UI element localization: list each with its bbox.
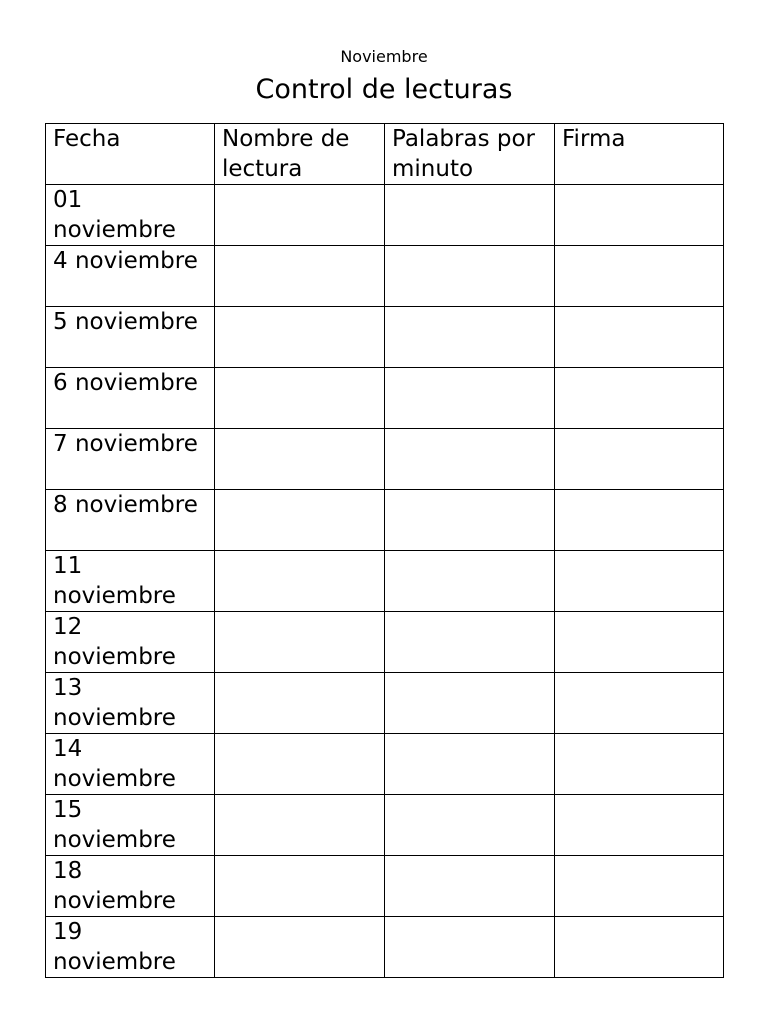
date-cell: 13 noviembre — [46, 673, 215, 734]
signature-cell[interactable] — [555, 795, 724, 856]
table-row — [46, 246, 724, 307]
reading-name-cell[interactable] — [215, 307, 385, 368]
table-row — [46, 917, 724, 978]
words-per-minute-cell[interactable] — [385, 246, 555, 307]
date-cell: 7 noviembre — [46, 429, 215, 490]
table-header-row — [46, 124, 724, 185]
table-row — [46, 734, 724, 795]
date-cell: 14 noviembre — [46, 734, 215, 795]
reading-log-table — [45, 123, 724, 978]
reading-name-cell[interactable] — [215, 917, 385, 978]
signature-cell[interactable] — [555, 368, 724, 429]
table-row — [46, 307, 724, 368]
column-header-nombre-de-lectura: Nombre de lectura — [215, 124, 385, 185]
words-per-minute-cell[interactable] — [385, 551, 555, 612]
table-row — [46, 795, 724, 856]
table-row — [46, 185, 724, 246]
reading-name-cell[interactable] — [215, 246, 385, 307]
signature-cell[interactable] — [555, 734, 724, 795]
table-row — [46, 551, 724, 612]
signature-cell[interactable] — [555, 856, 724, 917]
reading-name-cell[interactable] — [215, 856, 385, 917]
date-cell: 4 noviembre — [46, 246, 215, 307]
signature-cell[interactable] — [555, 185, 724, 246]
page-subtitle: Noviembre — [340, 47, 428, 66]
signature-cell[interactable] — [555, 429, 724, 490]
date-cell: 11 noviembre — [46, 551, 215, 612]
words-per-minute-cell[interactable] — [385, 429, 555, 490]
signature-cell[interactable] — [555, 490, 724, 551]
reading-name-cell[interactable] — [215, 612, 385, 673]
table-row — [46, 612, 724, 673]
signature-cell[interactable] — [555, 612, 724, 673]
reading-name-cell[interactable] — [215, 734, 385, 795]
date-cell: 8 noviembre — [46, 490, 215, 551]
words-per-minute-cell[interactable] — [385, 368, 555, 429]
words-per-minute-cell[interactable] — [385, 307, 555, 368]
reading-name-cell[interactable] — [215, 429, 385, 490]
signature-cell[interactable] — [555, 673, 724, 734]
table-row — [46, 490, 724, 551]
words-per-minute-cell[interactable] — [385, 856, 555, 917]
table-row — [46, 856, 724, 917]
date-cell: 12 noviembre — [46, 612, 215, 673]
page-title: Control de lecturas — [255, 74, 513, 105]
date-cell: 01 noviembre — [46, 185, 215, 246]
signature-cell[interactable] — [555, 246, 724, 307]
words-per-minute-cell[interactable] — [385, 612, 555, 673]
reading-name-cell[interactable] — [215, 368, 385, 429]
words-per-minute-cell[interactable] — [385, 795, 555, 856]
signature-cell[interactable] — [555, 551, 724, 612]
table-row — [46, 429, 724, 490]
reading-name-cell[interactable] — [215, 490, 385, 551]
table-row — [46, 673, 724, 734]
date-cell: 15 noviembre — [46, 795, 215, 856]
words-per-minute-cell[interactable] — [385, 185, 555, 246]
date-cell: 5 noviembre — [46, 307, 215, 368]
column-header-fecha: Fecha — [46, 124, 215, 185]
column-header-firma: Firma — [555, 124, 724, 185]
date-cell: 6 noviembre — [46, 368, 215, 429]
reading-name-cell[interactable] — [215, 795, 385, 856]
date-cell: 19 noviembre — [46, 917, 215, 978]
words-per-minute-cell[interactable] — [385, 917, 555, 978]
signature-cell[interactable] — [555, 917, 724, 978]
column-header-palabras-por-minuto: Palabras por minuto — [385, 124, 555, 185]
words-per-minute-cell[interactable] — [385, 490, 555, 551]
reading-name-cell[interactable] — [215, 185, 385, 246]
table-body — [46, 185, 724, 978]
date-cell: 18 noviembre — [46, 856, 215, 917]
table-row — [46, 368, 724, 429]
words-per-minute-cell[interactable] — [385, 673, 555, 734]
reading-name-cell[interactable] — [215, 551, 385, 612]
signature-cell[interactable] — [555, 307, 724, 368]
words-per-minute-cell[interactable] — [385, 734, 555, 795]
reading-name-cell[interactable] — [215, 673, 385, 734]
